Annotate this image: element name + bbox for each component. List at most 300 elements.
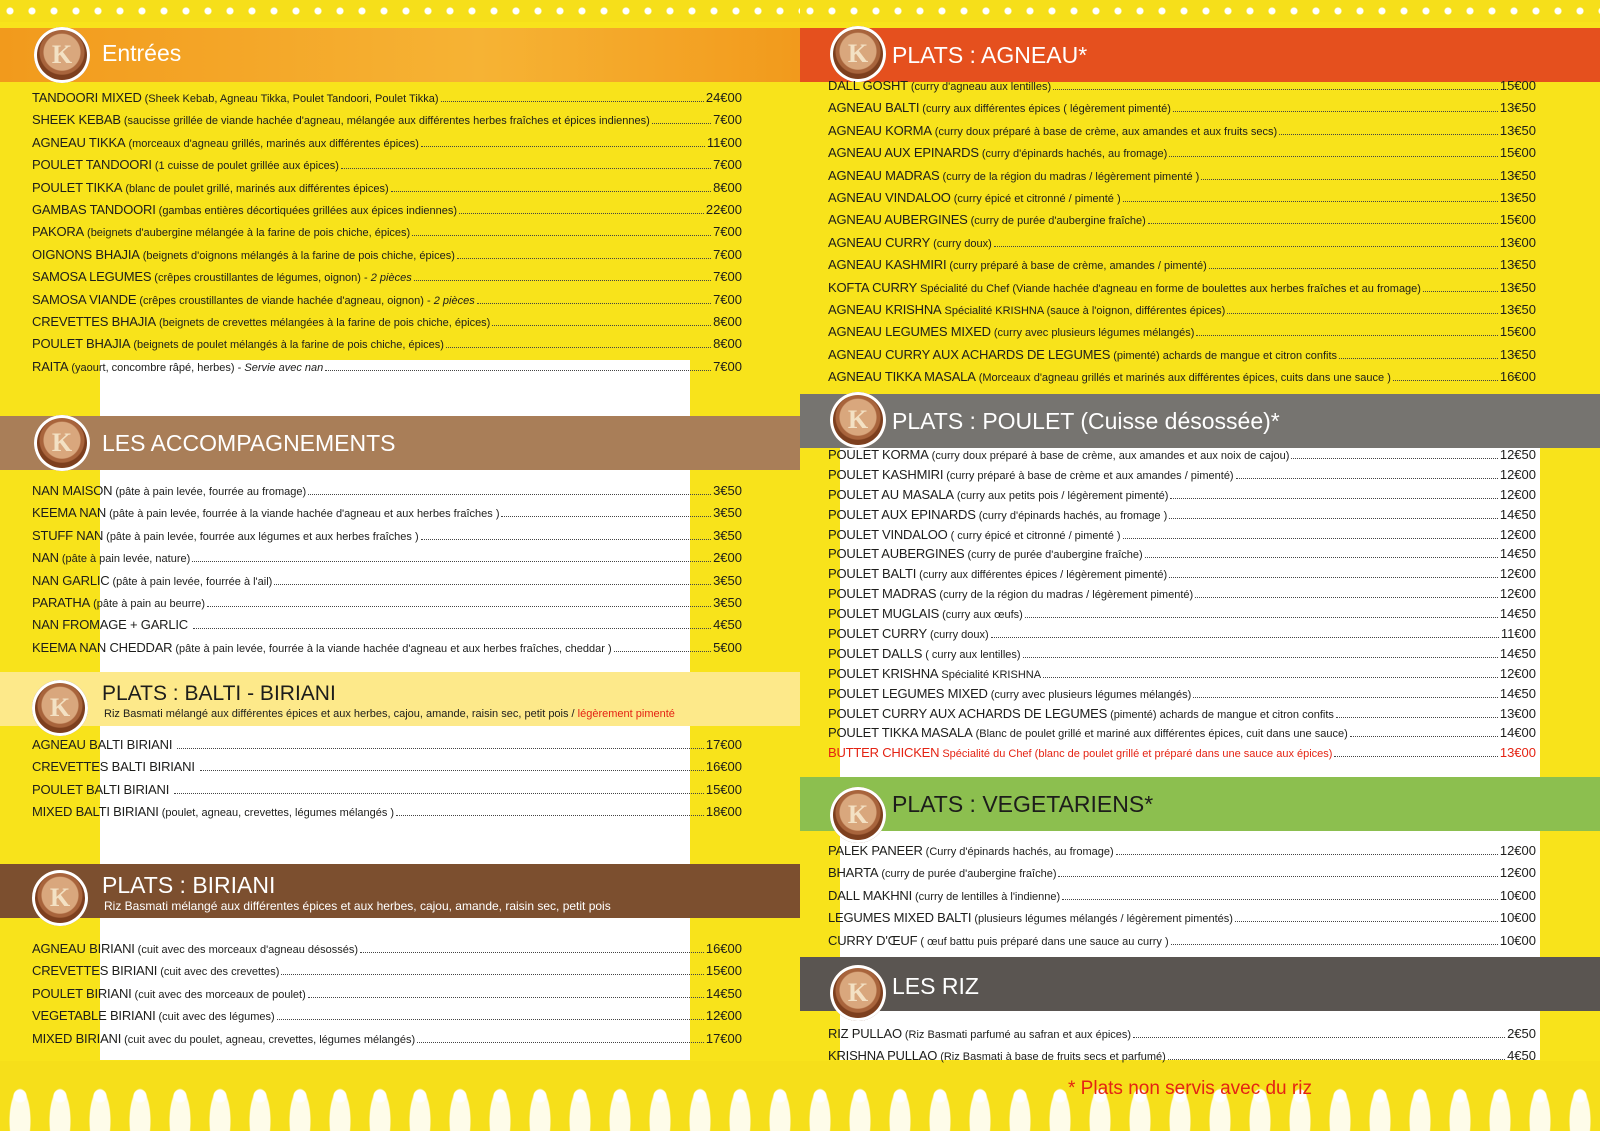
menu-item-description xyxy=(945,305,1226,317)
menu-item-price: 3€50 xyxy=(713,483,742,498)
menu-item-name: LEGUMES MIXED BALTI xyxy=(828,910,972,926)
menu-item xyxy=(32,336,742,358)
menu-item-description-text: (Blanc de poulet grillé et mariné aux différentes épices, cuit dans une sauce) xyxy=(975,728,1348,741)
menu-item-description xyxy=(905,1029,1131,1041)
menu-item-description xyxy=(994,327,1195,339)
menu-item-name: AGNEAU CURRY xyxy=(828,234,931,250)
section-title: PLATS : POULET (Cuisse désossée)* xyxy=(892,408,1280,434)
menu-item-name: AGNEAU VINDALOO xyxy=(828,189,951,205)
menu-item-description-text: (curry doux) xyxy=(933,237,992,250)
section-title: Entrées xyxy=(102,40,182,66)
section-title: PLATS : BIRIANI xyxy=(102,872,276,898)
menu-item-description-text: (plusieurs légumes mélangés / légèrement pimentés) xyxy=(974,913,1233,926)
menu-item xyxy=(828,190,1536,212)
menu-item xyxy=(32,573,742,595)
menu-item xyxy=(32,986,742,1008)
dotted-leader xyxy=(457,258,711,259)
menu-item-description xyxy=(920,936,1168,948)
restaurant-logo-icon: K xyxy=(32,680,88,736)
menu-item-description xyxy=(971,215,1146,227)
menu-item-description-text: (beignets d'aubergine mélangée à la farine de pois chiche, épices) xyxy=(87,227,411,240)
menu-item-description xyxy=(106,531,418,543)
menu-item-price: 7€00 xyxy=(713,224,742,240)
menu-item-name: POULET BHAJIA xyxy=(32,336,131,352)
menu-item-description-text: (curry d'épinards hachés, au fromage) xyxy=(981,148,1168,161)
menu-item-name: STUFF NAN xyxy=(32,527,104,543)
section-header-entrees xyxy=(0,28,800,82)
menu-item-name: RIZ PULLAO xyxy=(828,1026,902,1041)
menu-item-name: SAMOSA LEGUMES xyxy=(32,269,152,285)
menu-item-description xyxy=(881,868,1056,880)
menu-item xyxy=(32,737,742,759)
menu-item xyxy=(32,505,742,527)
menu-item-price: 14€00 xyxy=(1499,725,1536,741)
dotted-leader xyxy=(1350,736,1498,737)
menu-item xyxy=(32,759,742,781)
menu-item-name: KEEMA NAN xyxy=(32,505,107,521)
menu-item-price: 7€00 xyxy=(713,112,742,128)
dotted-leader xyxy=(446,347,711,348)
dotted-leader xyxy=(1279,134,1498,135)
menu-item-name: DALL MAKHNI xyxy=(828,887,913,903)
menu-item xyxy=(828,145,1536,167)
dotted-leader xyxy=(501,516,711,517)
menu-item-name: PAKORA xyxy=(32,224,85,240)
menu-item-description xyxy=(915,891,1060,903)
dotted-leader xyxy=(192,561,711,562)
menu-item-name: OIGNONS BHAJIA xyxy=(32,246,140,262)
menu-item-name: MIXED BALTI BIRIANI xyxy=(32,804,159,820)
menu-item-note: Servie avec nan xyxy=(244,361,324,374)
dotted-leader xyxy=(1058,876,1497,877)
menu-item-description xyxy=(87,227,410,239)
menu-item-name: GAMBAS TANDOORI xyxy=(32,201,156,217)
dotted-leader xyxy=(614,651,711,652)
dotted-leader xyxy=(441,101,704,102)
menu-item-description-text: (cuit avec des morceaux d'agneau désossés) xyxy=(137,944,359,956)
dotted-leader xyxy=(1339,358,1498,359)
menu-item-price: 13€50 xyxy=(1499,167,1536,183)
dotted-leader xyxy=(1169,577,1498,578)
menu-list-vegetariens xyxy=(828,843,1536,955)
menu-item-name: AGNEAU AUX EPINARDS xyxy=(828,145,979,161)
menu-item-name: POULET KORMA xyxy=(828,447,929,462)
section-subtitle: Riz Basmati mélangé aux différentes épices et aux herbes, cajou, amande, raisin sec, petit pois xyxy=(104,899,611,913)
dotted-leader xyxy=(1201,179,1498,180)
menu-item-description-text: (pâte à pain levée, fourrée à la viande hachée d'agneau et aux herbes fraîches, cheddar ) xyxy=(175,642,612,655)
section-header-poulet xyxy=(800,394,1600,448)
menu-item-description xyxy=(71,362,323,374)
menu-item-price: 12€00 xyxy=(1499,586,1536,602)
dotted-leader xyxy=(1168,1059,1505,1060)
menu-item-description-text: ( curry aux lentilles) xyxy=(925,648,1021,661)
menu-item-description-text: (curry doux préparé à base de crème, aux amandes et aux noix de cajou) xyxy=(931,450,1290,462)
menu-item xyxy=(828,888,1536,910)
menu-item-description-text: (Sheek Kebab, Agneau Tikka, Poulet Tandoori, Poulet Tikka) xyxy=(144,93,439,105)
menu-item-name: AGNEAU AUBERGINES xyxy=(828,212,968,228)
menu-item xyxy=(32,180,742,202)
menu-item-price: 16€00 xyxy=(705,759,742,775)
menu-item-name: POULET BIRIANI xyxy=(32,985,132,1001)
menu-item-name: SAMOSA VIANDE xyxy=(32,291,137,307)
menu-item-price: 7€00 xyxy=(713,246,742,262)
menu-item xyxy=(32,595,742,617)
menu-item-description-text: (cuit avec du poulet, agneau, crevettes, légumes mélangés) xyxy=(124,1033,416,1046)
menu-item-description xyxy=(162,807,394,819)
section-title: PLATS : VEGETARIENS* xyxy=(892,791,1154,817)
menu-item xyxy=(32,1031,742,1053)
menu-item-price: 16€00 xyxy=(1499,369,1536,385)
menu-item-price: 12€00 xyxy=(1499,486,1536,502)
menu-item-description-text: Spécialité KRISHNA (sauce à l'oignon, différentes épices) xyxy=(944,304,1226,317)
menu-item xyxy=(32,269,742,291)
dotted-leader xyxy=(1173,111,1498,112)
menu-item-price: 14€50 xyxy=(1499,546,1536,562)
menu-item-name: POULET TIKKA MASALA xyxy=(828,725,973,741)
menu-item-description xyxy=(128,138,419,150)
menu-item-price: 13€50 xyxy=(1499,301,1536,317)
dotted-leader xyxy=(274,584,711,585)
menu-item-name: MIXED BIRIANI xyxy=(32,1030,122,1046)
menu-item-description-text: (Curry d'épinards hachés, au fromage) xyxy=(925,846,1114,858)
menu-item xyxy=(32,224,742,246)
menu-item xyxy=(828,302,1536,324)
menu-item-description-text: (curry doux) xyxy=(929,629,989,642)
menu-item xyxy=(828,606,1536,626)
menu-item xyxy=(828,257,1536,279)
menu-item-price: 13€50 xyxy=(1499,100,1536,116)
dotted-leader xyxy=(308,997,704,998)
menu-item-price: 18€00 xyxy=(705,804,742,820)
menu-item-description xyxy=(979,510,1168,522)
menu-item-description xyxy=(175,643,611,655)
menu-item-description xyxy=(160,966,279,978)
menu-item-description-text: (curry préparé à base de crème et aux amandes / pimenté) xyxy=(946,469,1234,482)
dotted-leader xyxy=(1062,899,1498,900)
menu-item-price: 14€50 xyxy=(705,985,742,1001)
section-header-riz xyxy=(800,957,1600,1011)
dotted-leader xyxy=(1334,756,1497,757)
menu-item-name: CURRY D'ŒUF xyxy=(828,932,918,948)
menu-item xyxy=(828,447,1536,467)
menu-list-poulet xyxy=(828,447,1536,765)
dotted-leader xyxy=(417,1042,704,1043)
menu-item-price: 8€00 xyxy=(713,336,742,352)
dotted-leader xyxy=(1123,538,1498,539)
menu-item-price: 10€00 xyxy=(1499,932,1536,948)
menu-item-description-text: (curry de lentilles à l'indienne) xyxy=(915,890,1061,903)
dotted-leader xyxy=(360,952,704,953)
menu-item xyxy=(32,617,742,639)
menu-item xyxy=(828,527,1536,547)
menu-item-name: POULET BALTI xyxy=(828,566,917,582)
menu-item xyxy=(828,280,1536,302)
menu-item-description-text: (crêpes croustillantes de viande hachée d'agneau, oignon) - xyxy=(139,294,434,307)
menu-item-description-text: (poulet, agneau, crevettes, légumes mélangés ) xyxy=(161,807,395,820)
dotted-leader xyxy=(1123,201,1498,202)
menu-item-description-text: (curry d'agneau aux lentilles) xyxy=(910,81,1052,93)
menu-item-description-text: (curry de purée d'aubergine fraîche) xyxy=(970,215,1146,228)
menu-item-description xyxy=(949,260,1206,272)
dotted-leader xyxy=(1148,223,1498,224)
menu-item xyxy=(828,467,1536,487)
menu-item-description xyxy=(939,589,1193,601)
menu-item-price: 8€00 xyxy=(713,313,742,329)
menu-item-price: 13€00 xyxy=(1499,705,1536,721)
menu-item-description-text: (curry préparé à base de crème, amandes / pimenté) xyxy=(949,260,1207,273)
menu-item-name: POULET CURRY xyxy=(828,626,927,642)
section-header-accompagnements xyxy=(0,416,800,470)
top-pattern xyxy=(800,0,1600,22)
menu-item-name: CREVETTES BIRIANI xyxy=(32,963,158,979)
menu-item xyxy=(828,865,1536,887)
menu-item-name: VEGETABLE BIRIANI xyxy=(32,1008,156,1024)
menu-item-description xyxy=(139,295,474,307)
dotted-leader xyxy=(1227,313,1498,314)
menu-item-description-text: (yaourt, concombre râpé, herbes) - xyxy=(71,361,245,374)
restaurant-logo-icon: K xyxy=(830,26,886,82)
menu-item-description-text: (pimenté) achards de mangue et citron confits xyxy=(1110,708,1334,721)
menu-item-price: 12€00 xyxy=(1499,566,1536,582)
menu-item-description-text: (Riz Basmati à base de fruits secs et parfumé) xyxy=(940,1051,1166,1064)
menu-item-description-text: (crêpes croustillantes de légumes, oignon) - xyxy=(154,272,371,285)
rice-footnote: * Plats non servis avec du riz xyxy=(1068,1078,1312,1099)
dotted-leader xyxy=(1195,597,1498,598)
menu-item-price: 15€00 xyxy=(1499,324,1536,340)
restaurant-logo-icon: K xyxy=(32,870,88,926)
menu-item-name: POULET KRISHNA xyxy=(828,665,939,681)
dotted-leader xyxy=(391,191,711,192)
menu-item-price: 15€00 xyxy=(705,963,742,979)
menu-item-description-text: (curry avec plusieurs légumes mélangés) xyxy=(993,327,1195,340)
dotted-leader xyxy=(421,539,711,540)
menu-item-description xyxy=(940,1051,1166,1063)
menu-item xyxy=(32,112,742,134)
menu-item-description xyxy=(942,609,1023,621)
menu-item-description xyxy=(143,250,455,262)
menu-item-name: POULET LEGUMES MIXED xyxy=(828,685,988,701)
menu-item xyxy=(32,483,742,505)
menu-item-description xyxy=(991,689,1192,701)
dotted-leader xyxy=(193,628,711,629)
menu-item-price: 3€50 xyxy=(713,505,742,521)
menu-item xyxy=(828,1048,1536,1070)
section-header-balti-biriani xyxy=(0,672,800,726)
menu-item-name: AGNEAU KASHMIRI xyxy=(828,257,947,273)
menu-item-description-text: (curry aux différentes épices / légèrement pimenté) xyxy=(919,569,1168,582)
menu-item-description-text: (cuit avec des crevettes) xyxy=(160,966,280,979)
menu-item-name: AGNEAU MADRAS xyxy=(828,167,940,183)
menu-item-description xyxy=(159,1011,275,1023)
menu-item xyxy=(828,546,1536,566)
menu-item-name: SHEEK KEBAB xyxy=(32,112,121,128)
menu-item-price: 2€50 xyxy=(1507,1026,1536,1041)
menu-list-accompagnements xyxy=(32,483,742,662)
menu-item xyxy=(828,843,1536,865)
menu-item-price: 4€50 xyxy=(1507,1048,1536,1064)
menu-item-name: POULET AUX EPINARDS xyxy=(828,506,976,522)
menu-item-description-text: (blanc de poulet grillé, marinés aux différentes épices) xyxy=(125,182,389,195)
menu-item-name: NAN xyxy=(32,550,59,566)
menu-item-description-text: Spécialité du Chef (blanc de poulet grillé et préparé dans une sauce aux épices) xyxy=(942,748,1333,761)
menu-item-price: 3€50 xyxy=(713,572,742,588)
menu-item-description xyxy=(941,669,1041,681)
menu-item-price: 5€00 xyxy=(713,639,742,655)
dotted-leader xyxy=(1023,657,1498,658)
dotted-leader xyxy=(281,974,703,975)
menu-item-description xyxy=(932,450,1290,462)
menu-item-name: POULET CURRY AUX ACHARDS DE LEGUMES xyxy=(828,705,1108,721)
menu-item xyxy=(828,706,1536,726)
section-title: PLATS : BALTI - BIRIANI xyxy=(102,682,336,705)
menu-item-price: 7€00 xyxy=(713,269,742,285)
dotted-leader xyxy=(325,370,711,371)
dotted-leader xyxy=(1193,697,1498,698)
menu-item-description xyxy=(926,846,1114,858)
section-title: LES RIZ xyxy=(892,973,979,999)
restaurant-logo-icon: K xyxy=(34,415,90,471)
menu-item-description-text: (pâte à pain levée, fourrée à l'ail) xyxy=(112,575,273,588)
menu-item-name: POULET MADRAS xyxy=(828,586,937,602)
menu-item-price: 8€00 xyxy=(713,179,742,195)
dotted-leader xyxy=(341,168,711,169)
dotted-leader xyxy=(1170,498,1497,499)
menu-item-price: 15€00 xyxy=(1499,212,1536,228)
menu-item xyxy=(828,910,1536,932)
menu-item-description-text: ( œuf battu puis préparé dans une sauce au curry ) xyxy=(920,935,1169,948)
menu-item-price: 14€50 xyxy=(1499,606,1536,622)
menu-item-description xyxy=(930,629,989,641)
menu-item-description xyxy=(946,470,1233,482)
dotted-leader xyxy=(1169,156,1498,157)
dotted-leader xyxy=(1169,518,1498,519)
menu-item-name: AGNEAU BALTI xyxy=(828,100,920,116)
menu-item-name: PALEK PANEER xyxy=(828,843,923,858)
restaurant-logo-icon: K xyxy=(830,965,886,1021)
menu-item-description xyxy=(979,372,1391,384)
menu-item xyxy=(828,347,1536,369)
menu-item-description xyxy=(933,238,992,250)
menu-item-description xyxy=(925,649,1020,661)
menu-item-description-text: (pâte à pain levée, fourrée aux légumes et aux herbes fraîches ) xyxy=(106,530,419,543)
menu-item-description xyxy=(112,576,272,588)
menu-item-name: POULET AUBERGINES xyxy=(828,546,965,562)
menu-item-name: NAN FROMAGE + GARLIC xyxy=(32,617,188,633)
dotted-leader xyxy=(1235,921,1498,922)
menu-item xyxy=(828,212,1536,234)
menu-item-description xyxy=(911,81,1051,93)
menu-item-description xyxy=(133,339,444,351)
dotted-leader xyxy=(477,303,711,304)
menu-item-name: CREVETTES BHAJIA xyxy=(32,313,156,329)
menu-item-price: 13€00 xyxy=(1499,234,1536,250)
menu-item xyxy=(828,168,1536,190)
menu-item-price: 10€00 xyxy=(1499,910,1536,926)
menu-list-agneau xyxy=(828,78,1536,391)
menu-item xyxy=(32,963,742,985)
dotted-leader xyxy=(412,235,711,236)
menu-item-price: 22€00 xyxy=(705,201,742,217)
menu-item-description-text: (morceaux d'agneau grillés, marinés aux différentes épices) xyxy=(128,137,419,150)
dotted-leader xyxy=(991,637,1499,638)
menu-item xyxy=(32,528,742,550)
menu-item xyxy=(828,1026,1536,1048)
menu-item-description xyxy=(155,160,339,172)
restaurant-logo-icon: K xyxy=(830,787,886,843)
menu-item-description xyxy=(954,193,1121,205)
menu-item-note: 2 pièces xyxy=(370,272,412,285)
menu-item-description-text: (saucisse grillée de viande hachée d'agneau, mélangée aux différentes herbes fraîches et épices indiennes) xyxy=(123,115,650,128)
menu-item-name: BHARTA xyxy=(828,865,879,881)
menu-item-description-text: (curry d'épinards hachés, au fromage ) xyxy=(978,509,1168,522)
menu-item xyxy=(828,369,1536,391)
menu-item-price: 7€00 xyxy=(713,358,742,374)
menu-list-entrees xyxy=(32,90,742,381)
menu-item-price: 13€50 xyxy=(1499,279,1536,295)
menu-item-name: TANDOORI MIXED xyxy=(32,90,142,105)
menu-item-name: POULET DALLS xyxy=(828,645,923,661)
menu-item-name: RAITA xyxy=(32,358,69,374)
menu-item-description-text: (gambas entières décortiquées grillées aux épices indiennes) xyxy=(158,204,458,217)
menu-item-price: 13€50 xyxy=(1499,189,1536,205)
menu-item-price: 10€00 xyxy=(1499,887,1536,903)
menu-item xyxy=(828,123,1536,145)
dotted-leader xyxy=(414,280,711,281)
dotted-leader xyxy=(1025,617,1498,618)
menu-item-name: PARATHA xyxy=(32,594,91,610)
menu-item-name: POULET MUGLAIS xyxy=(828,606,940,622)
menu-item xyxy=(828,725,1536,745)
menu-item-description xyxy=(1110,709,1334,721)
menu-item xyxy=(828,586,1536,606)
section-header-agneau xyxy=(800,28,1600,82)
menu-item-price: 2€00 xyxy=(713,550,742,566)
menu-item-name: AGNEAU CURRY AUX ACHARDS DE LEGUMES xyxy=(828,346,1111,362)
menu-item-price: 11€00 xyxy=(706,134,742,150)
dotted-leader xyxy=(174,793,704,794)
menu-item xyxy=(32,292,742,314)
menu-item-price: 13€00 xyxy=(1499,745,1536,761)
section-title: PLATS : AGNEAU* xyxy=(892,42,1088,68)
menu-item-description xyxy=(976,728,1348,740)
bottom-pattern xyxy=(0,1061,800,1131)
menu-item-description xyxy=(968,549,1143,561)
dotted-leader xyxy=(492,325,711,326)
menu-item-description-text: (curry aux petits pois / légèrement pimenté) xyxy=(956,489,1169,502)
dotted-leader xyxy=(1209,268,1498,269)
menu-item-description xyxy=(135,989,306,1001)
menu-item-name: POULET TANDOORI xyxy=(32,157,152,173)
menu-item-description-text: Spécialité KRISHNA xyxy=(941,668,1042,681)
menu-item xyxy=(32,157,742,179)
dotted-leader xyxy=(1171,944,1498,945)
dotted-leader xyxy=(994,246,1498,247)
menu-item-description-text: (pimenté) achards de mangue et citron confits xyxy=(1113,349,1337,362)
menu-item xyxy=(828,566,1536,586)
menu-item xyxy=(828,745,1536,765)
menu-item-description xyxy=(943,171,1200,183)
top-pattern xyxy=(0,0,800,22)
menu-item-name: CREVETTES BALTI BIRIANI xyxy=(32,759,195,775)
section-title: LES ACCOMPAGNEMENTS xyxy=(102,430,396,456)
menu-item-name: POULET BALTI BIRIANI xyxy=(32,781,170,797)
section-header-vegetariens xyxy=(800,777,1600,831)
menu-item xyxy=(32,782,742,804)
menu-item-price: 4€50 xyxy=(713,617,742,633)
dotted-leader xyxy=(421,146,705,147)
menu-item xyxy=(828,646,1536,666)
menu-item-description xyxy=(125,183,388,195)
